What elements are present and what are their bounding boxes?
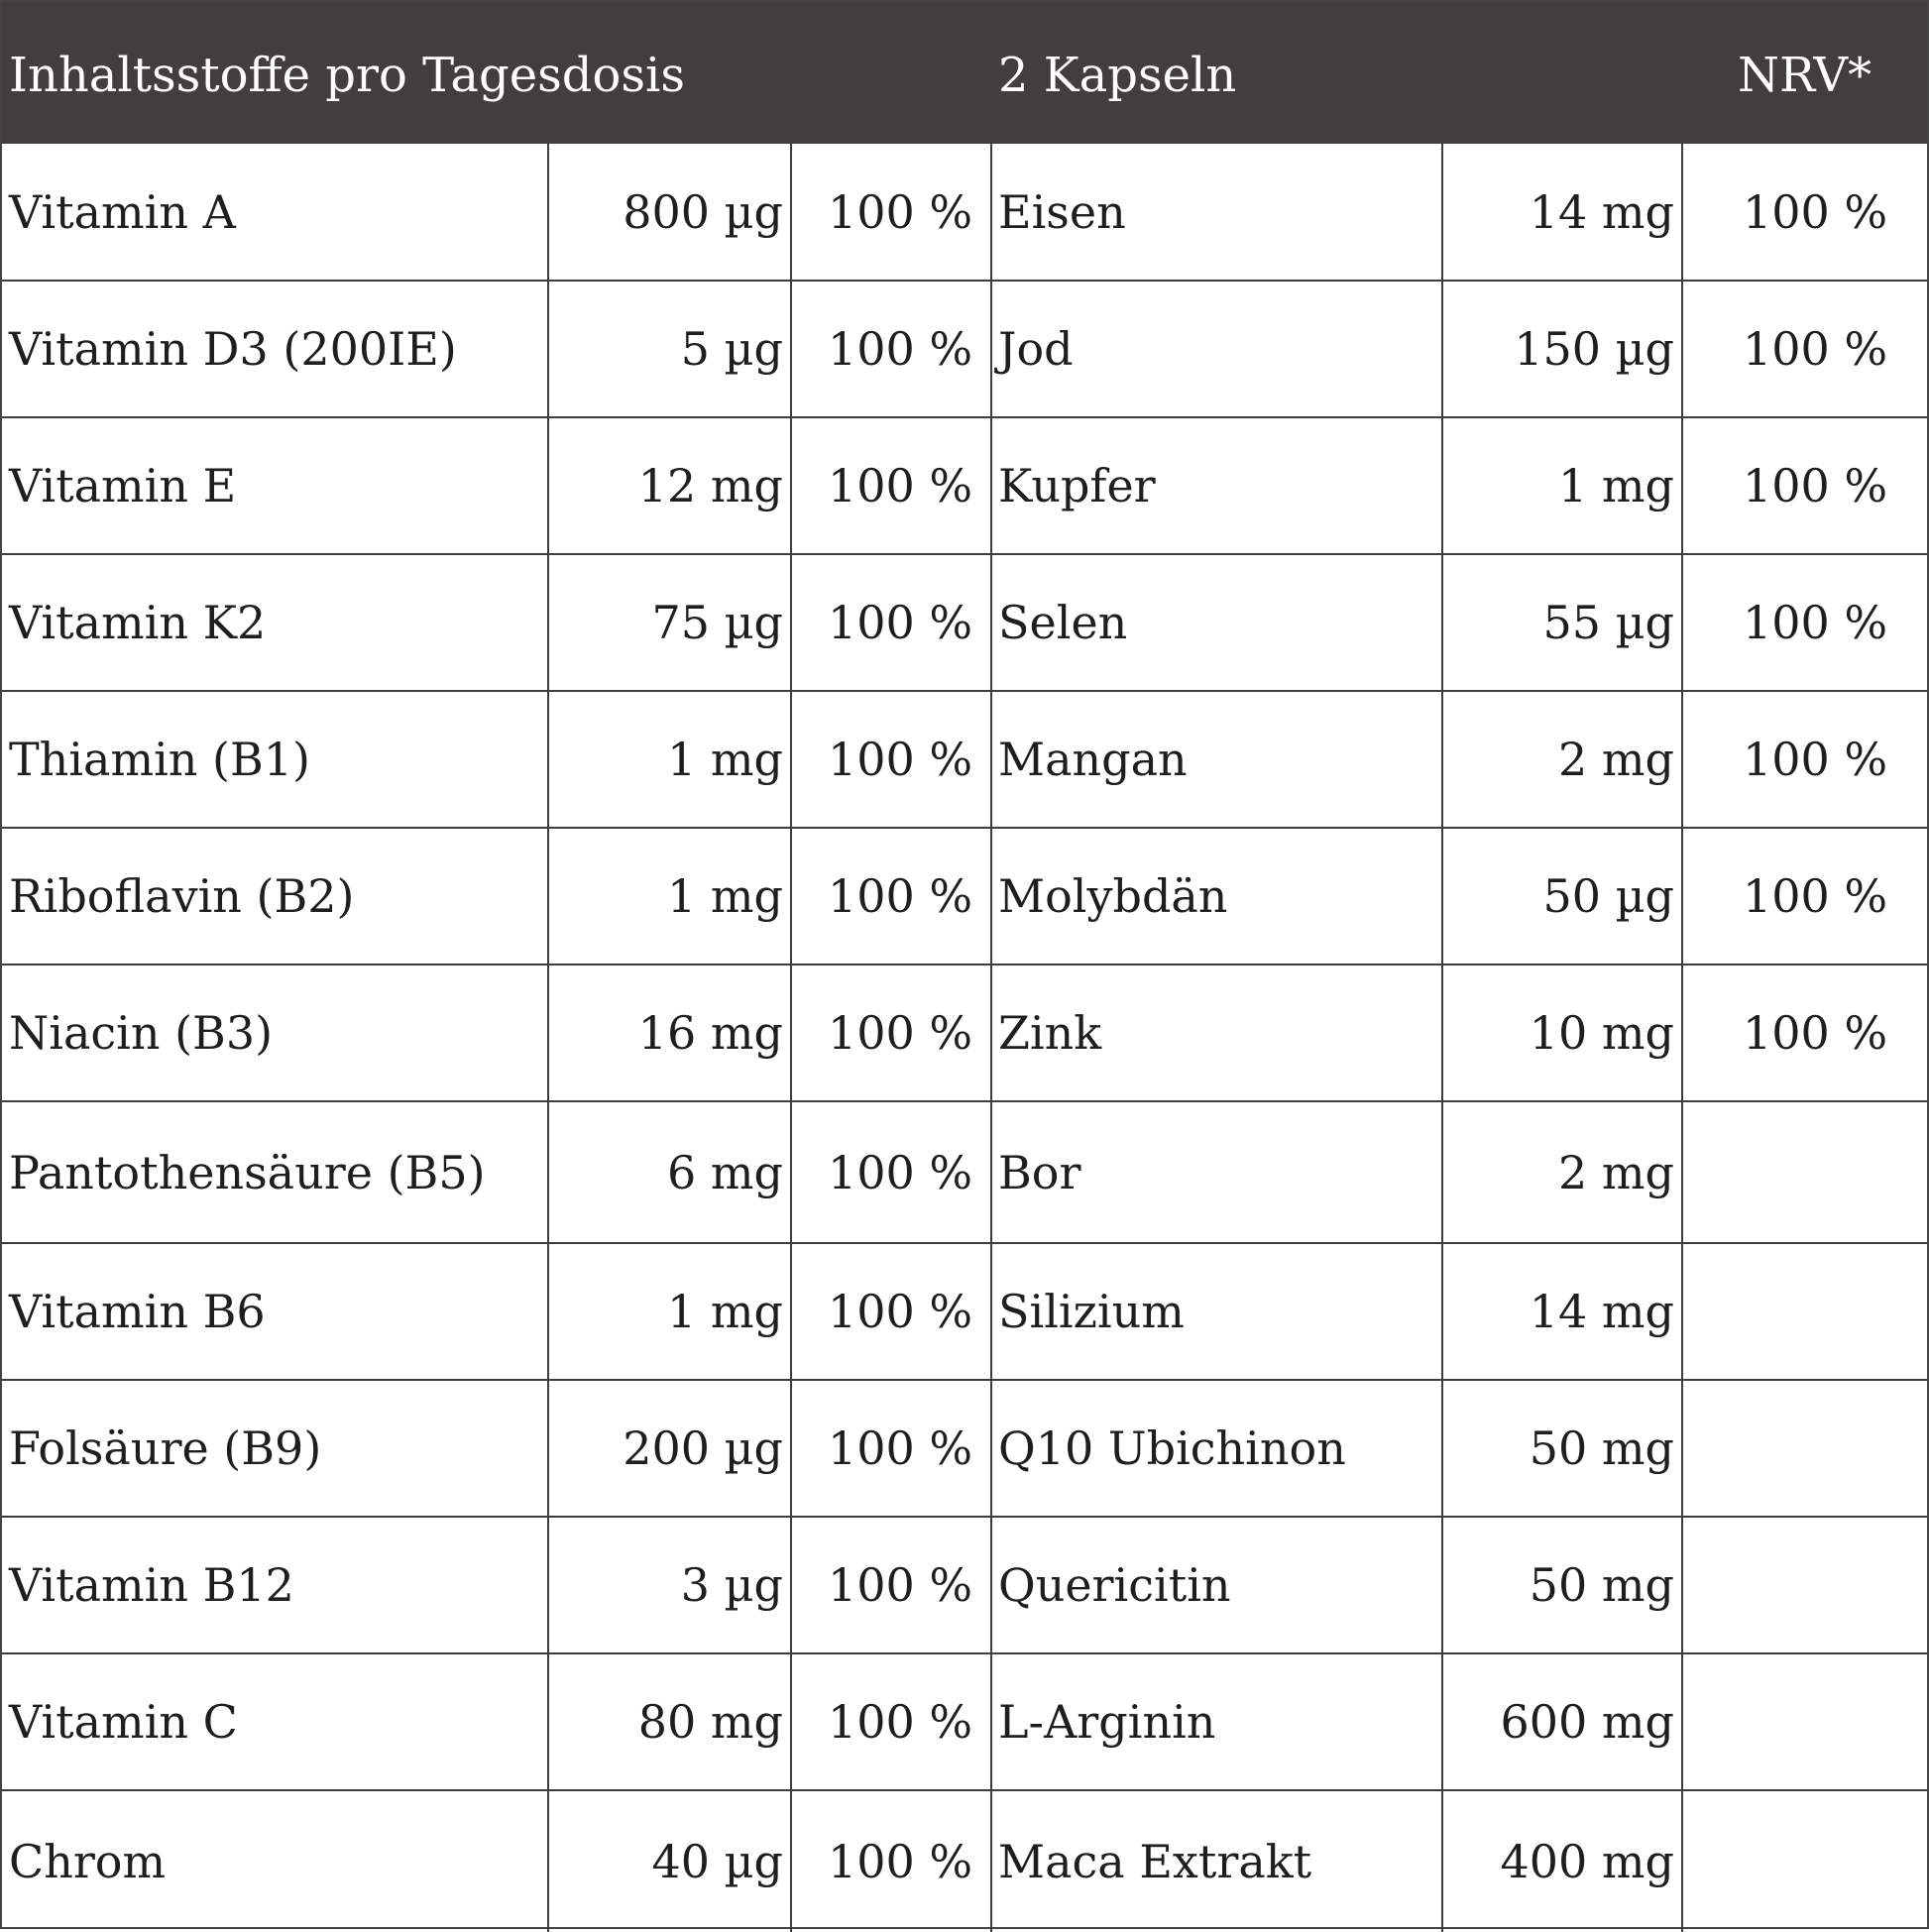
nutrient-grid xyxy=(2,144,1927,1932)
nutrient-name: Pantothensäure (B5) xyxy=(2,1101,548,1243)
nutrient-amount: 2 mg xyxy=(1442,691,1682,828)
nutrient-amount: 2 mg xyxy=(1442,1101,1682,1243)
nutrient-nrv: 100 % xyxy=(791,281,991,417)
nutrient-name: Folsäure (B9) xyxy=(2,1380,548,1517)
header-dose-label: 2 Kapseln xyxy=(998,48,1237,103)
nutrient-amount: 50 mg xyxy=(1442,1517,1682,1653)
table-row xyxy=(2,281,1927,417)
nutrient-name: Quericitin xyxy=(991,1517,1442,1653)
nutrient-amount: 1 mg xyxy=(548,691,791,828)
nutrient-name: Riboflavin (B2) xyxy=(2,828,548,965)
nutrient-name: Silizium xyxy=(991,1243,1442,1380)
nutrient-name: Vitamin A xyxy=(2,144,548,281)
nutrient-nrv: 100 % xyxy=(791,554,991,691)
nutrient-name: Maca Extrakt xyxy=(991,1790,1442,1932)
nutrient-nrv: 100 % xyxy=(791,691,991,828)
nutrient-name: Mangan xyxy=(991,691,1442,828)
nutrient-amount: 10 mg xyxy=(1442,965,1682,1101)
nutrient-amount: 14 mg xyxy=(1442,144,1682,281)
nutrient-amount: 14 mg xyxy=(1442,1243,1682,1380)
nutrient-name: Vitamin K2 xyxy=(2,554,548,691)
nutrient-name: Thiamin (B1) xyxy=(2,691,548,828)
table-row xyxy=(2,144,1927,281)
nutrient-name: Vitamin C xyxy=(2,1653,548,1790)
table-row xyxy=(2,1101,1927,1243)
nutrient-name: Vitamin D3 (200IE) xyxy=(2,281,548,417)
nutrient-nrv: 100 % xyxy=(791,1380,991,1517)
table-row xyxy=(2,1517,1927,1653)
table-row xyxy=(2,1653,1927,1790)
nutrient-nrv: 100 % xyxy=(1682,281,1927,417)
nutrient-amount: 16 mg xyxy=(548,965,791,1101)
table-row xyxy=(2,417,1927,554)
nutrient-amount: 6 mg xyxy=(548,1101,791,1243)
header-ingredients-label: Inhaltsstoffe pro Tagesdosis xyxy=(9,48,686,103)
nutrient-nrv: 100 % xyxy=(1682,828,1927,965)
nutrient-nrv xyxy=(1682,1653,1927,1790)
nutrient-name: Eisen xyxy=(991,144,1442,281)
nutrient-name: L-Arginin xyxy=(991,1653,1442,1790)
nutrient-nrv: 100 % xyxy=(1682,554,1927,691)
nutrient-name: Jod xyxy=(991,281,1442,417)
nutrient-name: Vitamin E xyxy=(2,417,548,554)
nutrient-nrv: 100 % xyxy=(1682,144,1927,281)
nutrient-nrv xyxy=(1682,1790,1927,1932)
table-row xyxy=(2,828,1927,965)
nutrient-amount: 800 µg xyxy=(548,144,791,281)
nutrient-nrv: 100 % xyxy=(791,1653,991,1790)
nutrient-amount: 75 µg xyxy=(548,554,791,691)
nutrient-name: Niacin (B3) xyxy=(2,965,548,1101)
nutrient-nrv: 100 % xyxy=(791,417,991,554)
nutrient-name: Kupfer xyxy=(991,417,1442,554)
table-header xyxy=(2,2,1927,144)
table-row xyxy=(2,554,1927,691)
nutrient-amount: 50 mg xyxy=(1442,1380,1682,1517)
table-row xyxy=(2,1380,1927,1517)
nutrient-nrv xyxy=(1682,1243,1927,1380)
nutrient-amount: 55 µg xyxy=(1442,554,1682,691)
nutrient-nrv: 100 % xyxy=(791,828,991,965)
nutrient-amount: 5 µg xyxy=(548,281,791,417)
nutrient-name: Vitamin B6 xyxy=(2,1243,548,1380)
nutrient-amount: 3 µg xyxy=(548,1517,791,1653)
nutrient-name: Q10 Ubichinon xyxy=(991,1380,1442,1517)
nutrient-name: Zink xyxy=(991,965,1442,1101)
nutrient-amount: 50 µg xyxy=(1442,828,1682,965)
nutrient-nrv: 100 % xyxy=(1682,691,1927,828)
nutrient-amount: 1 mg xyxy=(548,828,791,965)
header-nrv-label: NRV* xyxy=(1738,48,1872,103)
nutrient-nrv: 100 % xyxy=(1682,417,1927,554)
nutrient-nrv xyxy=(1682,1101,1927,1243)
nutrient-amount: 1 mg xyxy=(1442,417,1682,554)
nutrient-amount: 1 mg xyxy=(548,1243,791,1380)
nutrient-name: Vitamin B12 xyxy=(2,1517,548,1653)
table-row xyxy=(2,1790,1927,1932)
nutrient-amount: 150 µg xyxy=(1442,281,1682,417)
nutrient-nrv: 100 % xyxy=(791,144,991,281)
nutrient-nrv: 100 % xyxy=(791,1517,991,1653)
nutrient-amount: 40 µg xyxy=(548,1790,791,1932)
nutrient-nrv: 100 % xyxy=(791,1790,991,1932)
nutrient-name: Chrom xyxy=(2,1790,548,1932)
nutrient-nrv xyxy=(1682,1517,1927,1653)
table-row xyxy=(2,1243,1927,1380)
nutrient-amount: 12 mg xyxy=(548,417,791,554)
nutrient-amount: 80 mg xyxy=(548,1653,791,1790)
nutrient-amount: 600 mg xyxy=(1442,1653,1682,1790)
nutrient-nrv: 100 % xyxy=(791,1243,991,1380)
nutrient-amount: 200 µg xyxy=(548,1380,791,1517)
table-row xyxy=(2,965,1927,1101)
nutrient-nrv: 100 % xyxy=(791,965,991,1101)
nutrient-name: Selen xyxy=(991,554,1442,691)
nutrient-name: Molybdän xyxy=(991,828,1442,965)
nutrient-name: Bor xyxy=(991,1101,1442,1243)
nutrient-nrv: 100 % xyxy=(791,1101,991,1243)
nutrient-amount: 400 mg xyxy=(1442,1790,1682,1932)
nutrient-nrv: 100 % xyxy=(1682,965,1927,1101)
nutrient-nrv xyxy=(1682,1380,1927,1517)
table-row xyxy=(2,691,1927,828)
